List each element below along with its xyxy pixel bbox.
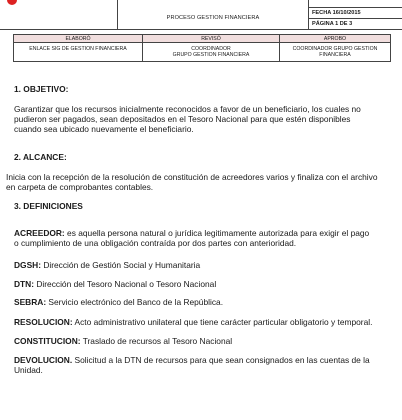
definiciones-heading: 3. DEFINICIONES: [14, 201, 83, 211]
definition-acreedor: [14, 228, 369, 248]
dtn-term: DTN:: [14, 279, 35, 289]
reviso-name-line1: COORDINADOR: [191, 46, 231, 52]
definition-dgsh: [14, 260, 200, 270]
acreedor-text-1: es aquella persona natural o jurídica legitimamente autorizada para exigir el pago: [64, 228, 370, 238]
constitucion-term: CONSTITUCION:: [14, 336, 81, 346]
acreedor-text-2: o cumplimiento de una obligación contraída por dos partes con anterioridad.: [14, 238, 297, 248]
alcance-line-2: en carpeta de comprobantes contables.: [6, 182, 154, 192]
objetivo-text: [14, 104, 386, 134]
acreedor-term: ACREEDOR:: [14, 228, 65, 238]
dtn-text: Dirección del Tesoro Nacional o Tesoro Nacional: [34, 279, 217, 289]
elaboro-name: [13, 42, 143, 62]
devolucion-text-1: Solicitud a la DTN de recursos para que sean consignados en las cuentas de la: [72, 355, 370, 365]
reviso-name: [142, 42, 280, 62]
dgsh-text: Dirección de Gestión Social y Humanitaria: [41, 260, 201, 270]
devolucion-text-2: Unidad.: [14, 365, 43, 375]
aprobo-name: [279, 42, 391, 62]
constitucion-text: Traslado de recursos al Tesoro Nacional: [80, 336, 233, 346]
aprobo-name-line2: FINANCIERA: [319, 52, 351, 58]
devolucion-term: DEVOLUCION.: [14, 355, 73, 365]
objetivo-line-3: cuando sea ubicado nuevamente el beneficiario.: [14, 124, 194, 134]
definition-sebra: [14, 297, 223, 307]
definition-devolucion: [14, 355, 370, 375]
dgsh-term: DGSH:: [14, 260, 41, 270]
reviso-header: REVISÓ: [142, 34, 280, 43]
definition-dtn: [14, 279, 216, 289]
logo: [7, 0, 17, 5]
document-date: FECHA 16/10/2015: [312, 10, 361, 16]
objetivo-line-2: pudieron ser pagados, sean depositados en el Tesoro Nacional para que estén disponibles: [14, 114, 351, 124]
process-cell: [117, 0, 309, 30]
reviso-name-line2: GRUPO GESTION FINANCIERA: [172, 52, 250, 58]
process-name: PROCESO GESTION FINANCIERA: [166, 15, 260, 21]
elaboro-name-text: ENLACE SIG DE GESTION FINANCIERA: [29, 46, 127, 52]
sebra-term: SEBRA:: [14, 297, 47, 307]
aprobo-header: APROBO: [279, 34, 391, 43]
objetivo-line-1: Garantizar que los recursos inicialmente reconocidos a favor de un beneficiario, los cuales no: [14, 104, 361, 114]
elaboro-header: ELABORÓ: [13, 34, 143, 43]
definition-resolucion: [14, 317, 372, 327]
page-number: PÁGINA 1 DE 3: [312, 21, 353, 27]
resolucion-text: Acto administrativo unilateral que tiene carácter particular obligatorio y temporal.: [72, 317, 373, 327]
logo-cell: [0, 0, 118, 30]
document-header: [0, 0, 402, 62]
aprobo-name-line1: COORDINADOR GRUPO GESTION: [292, 46, 378, 52]
resolucion-term: RESOLUCION:: [14, 317, 73, 327]
alcance-heading: 2. ALCANCE:: [14, 152, 67, 162]
alcance-text: [6, 172, 398, 192]
sebra-text: Servicio electrónico del Banco de la República.: [46, 297, 224, 307]
alcance-line-1: Inicia con la recepción de la resolución de constitución de acreedores varios y finaliza con el archivo: [6, 172, 378, 182]
definition-constitucion: [14, 336, 232, 346]
page-cell: [308, 18, 402, 30]
objetivo-heading: 1. OBJETIVO:: [14, 84, 69, 94]
